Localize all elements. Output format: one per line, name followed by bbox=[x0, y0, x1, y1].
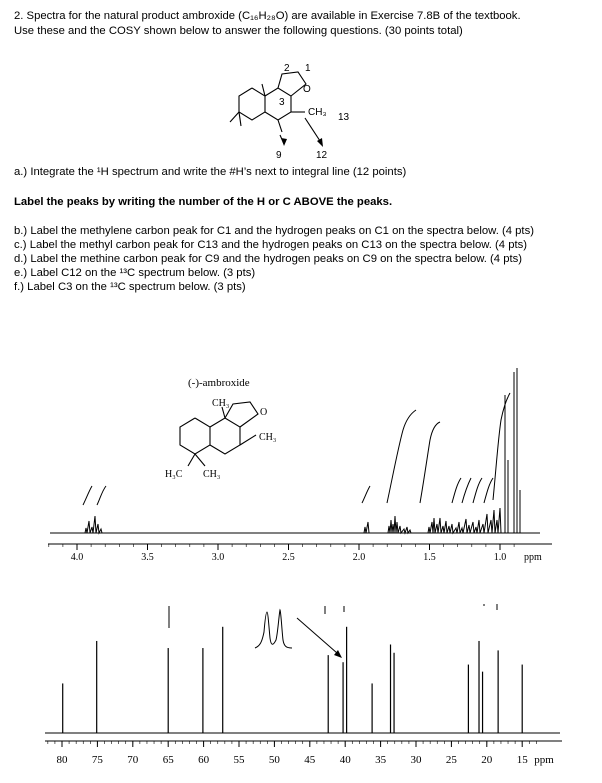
part-d: d.) Label the methine carbon peak for C9 and the hydrogen peaks on C9 on the spectra below. (4 pts) bbox=[14, 253, 523, 265]
label-c12: 12 bbox=[316, 150, 328, 161]
c-axis-unit: ppm bbox=[534, 754, 554, 766]
h-tick-label: 2.5 bbox=[282, 552, 295, 563]
c-spectrum-ticks bbox=[48, 741, 554, 766]
c-tick-label: 25 bbox=[445, 754, 457, 766]
part-c: c.) Label the methyl carbon peak for C13 and the hydrogen peaks on C13 on the spectra below. (4 pts) bbox=[14, 239, 528, 251]
label-oxygen: O bbox=[303, 84, 311, 95]
c-spectrum-expansion bbox=[169, 604, 497, 653]
label-c9: 9 bbox=[276, 150, 282, 161]
c-tick-label: 50 bbox=[268, 754, 280, 766]
c-tick-label: 35 bbox=[375, 754, 387, 766]
h-tick-label: 3.0 bbox=[211, 552, 225, 563]
question-line-1: 2. Spectra for the natural product ambroxide (C₁₆H₂₈O) are available in Exercise 7.8B of the textbook. bbox=[14, 10, 521, 22]
inset-ch3-top: CH₃ bbox=[212, 398, 230, 409]
h-axis-unit: ppm bbox=[524, 552, 542, 563]
h-tick-label: 2.0 bbox=[352, 552, 366, 563]
h-tick-label: 3.5 bbox=[141, 552, 154, 563]
c-spectrum-peaks bbox=[63, 627, 522, 733]
label-c2: 2 bbox=[284, 63, 290, 74]
c-tick-label: 70 bbox=[127, 754, 139, 766]
c-tick-label: 30 bbox=[410, 754, 422, 766]
inset-oxygen: O bbox=[260, 407, 268, 418]
c-tick-label: 80 bbox=[56, 754, 68, 766]
c-tick-label: 65 bbox=[162, 754, 174, 766]
c-tick-label: 55 bbox=[233, 754, 245, 766]
label-c13: 13 bbox=[338, 112, 350, 123]
part-a: a.) Integrate the ¹H spectrum and write the #H’s next to integral line (12 points) bbox=[14, 166, 407, 178]
c-tick-label: 40 bbox=[339, 754, 351, 766]
part-f: f.) Label C3 on the ¹³C spectrum below. (3 pts) bbox=[14, 281, 246, 293]
c-tick-label: 45 bbox=[304, 754, 316, 766]
inset-name: (-)-ambroxide bbox=[188, 377, 250, 389]
inset-ch3-bottom: CH₃ bbox=[203, 469, 221, 480]
c-tick-label: 75 bbox=[91, 754, 103, 766]
h-tick-label: 1.0 bbox=[493, 552, 507, 563]
inset-ch3-right: CH₃ bbox=[259, 432, 277, 443]
inset-h3c: H₃C bbox=[165, 469, 183, 480]
h-tick-label: 1.5 bbox=[423, 552, 436, 563]
part-b: b.) Label the methylene carbon peak for C1 and the hydrogen peaks on C1 on the spectra below. (4 pts) bbox=[14, 225, 534, 237]
c-tick-label: 60 bbox=[198, 754, 210, 766]
label-c3: 3 bbox=[279, 97, 285, 108]
c-tick-label: 15 bbox=[516, 754, 528, 766]
label-ch3: CH₃ bbox=[308, 107, 327, 118]
instruction: Label the peaks by writing the number of the H or C ABOVE the peaks. bbox=[14, 196, 393, 208]
c-tick-label: 20 bbox=[481, 754, 493, 766]
part-e: e.) Label C12 on the ¹³C spectrum below. (3 pts) bbox=[14, 267, 256, 279]
h-tick-label: 4.0 bbox=[70, 552, 84, 563]
question-line-2: Use these and the COSY shown below to answer the following questions. (30 points total) bbox=[14, 25, 463, 37]
label-c1: 1 bbox=[305, 63, 311, 74]
